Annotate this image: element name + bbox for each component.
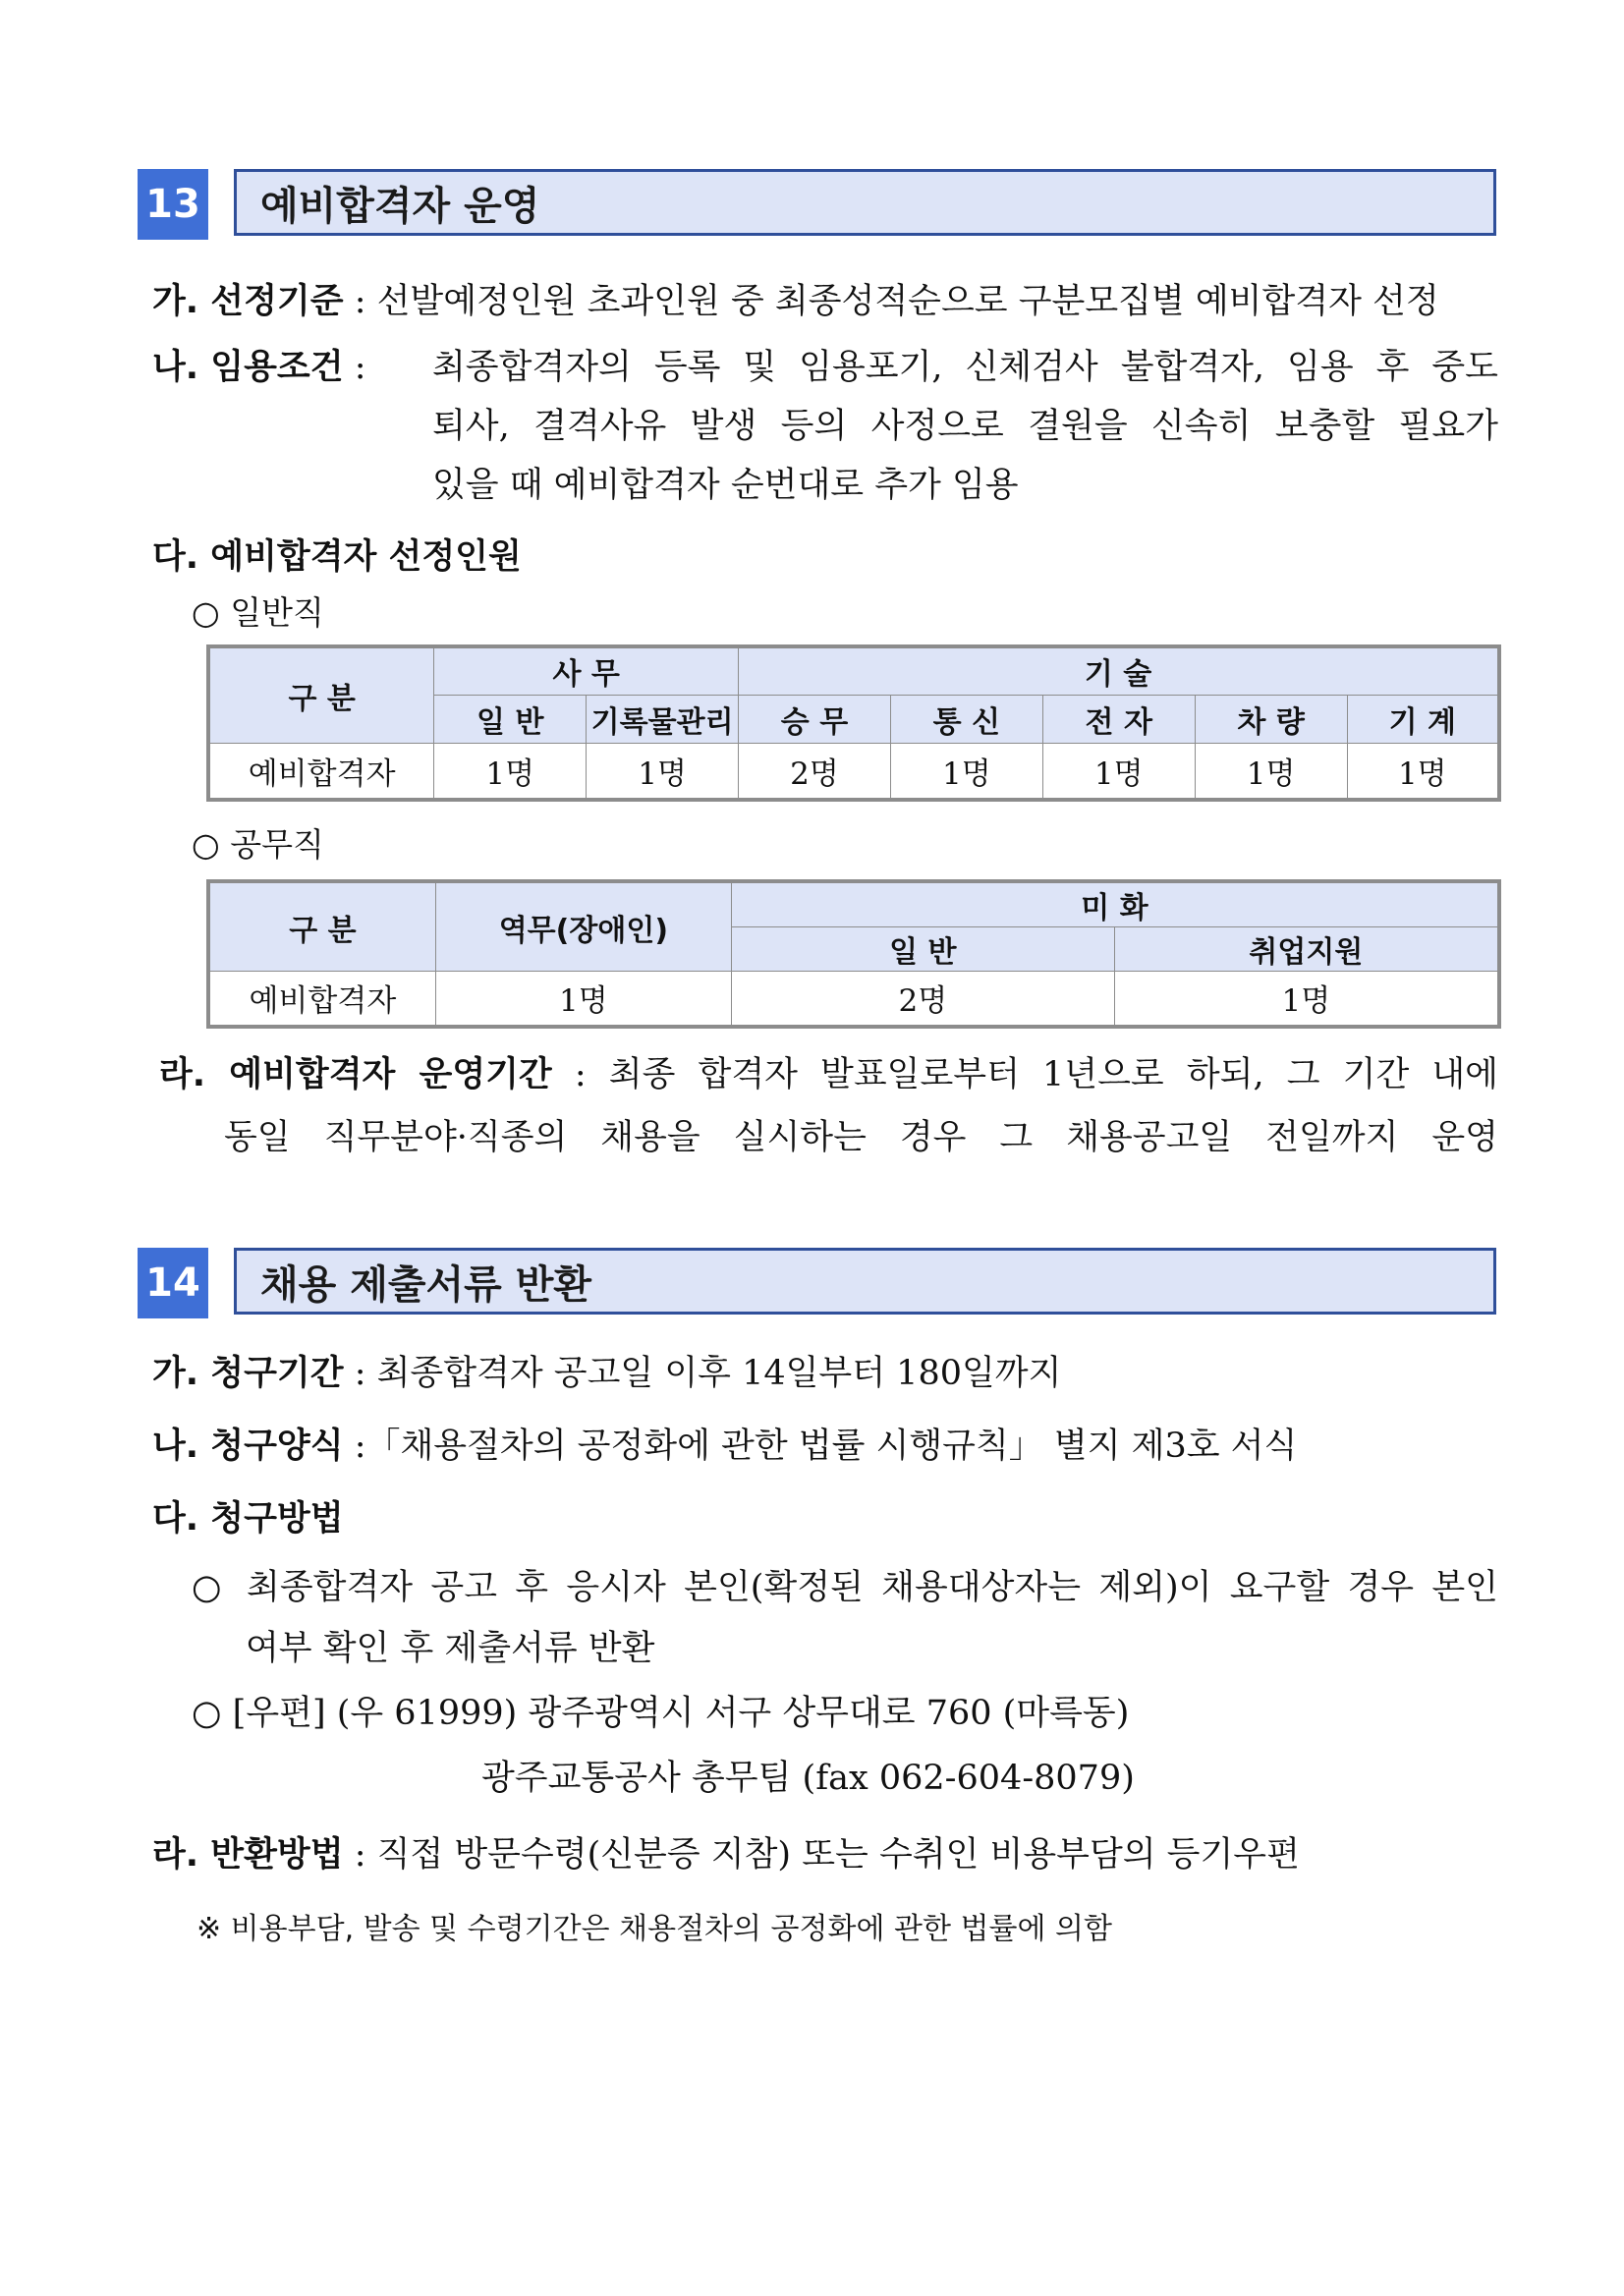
section-title: 예비합격자 운영 [234,169,1496,236]
period-line-1: 라. 예비합격자 운영기간 : 최종 합격자 발표일로부터 1년으로 하되, 그 기간 내에 [159,1055,1498,1094]
row-label: 예비합격자 [208,972,435,1027]
footnote: ※ 비용부담, 발송 및 수령기간은 채용절차의 공정화에 관한 법률에 의함 [196,1912,1112,1946]
method-item-1-line-2: 여부 확인 후 제출서류 반환 [246,1629,655,1668]
column-header: 승 무 [739,695,891,743]
return-method-label: 라. 반환방법 [152,1835,344,1875]
method-item-2-line-2: 광주교통공사 총무팀 (fax 062-604-8079) [481,1759,1135,1798]
group-tech-header: 기 술 [739,646,1499,695]
general-reserve-table [206,644,1501,802]
table-cell: 2명 [731,972,1114,1027]
division-header: 구 분 [208,646,434,744]
table-cell: 1명 [435,972,731,1027]
condition-label-line: 나. 임용조건 : [152,348,366,387]
column-header: 차 량 [1195,695,1347,743]
column-header: 통 신 [890,695,1042,743]
request-period-text: 최종합격자 공고일 이후 14일부터 180일까지 [376,1354,1062,1393]
column-header: 기록물관리 [587,695,739,743]
table-cell: 1명 [1042,744,1195,801]
request-form-text: 「채용절차의 공정화에 관한 법률 시행규칙」 별지 제3호 서식 [365,1427,1298,1466]
column-header: 기 계 [1347,695,1499,743]
table-cell: 1명 [434,744,587,801]
request-form-line: 나. 청구양식 :「채용절차의 공정화에 관한 법률 시행규칙」 별지 제3호 서식 [152,1427,1298,1466]
period-label: 라. 예비합격자 운영기간 [159,1055,552,1094]
condition-text-1: 최종합격자의 등록 및 임용포기, 신체검사 불합격자, 임용 후 중도 [432,348,1498,387]
table-cell: 1명 [587,744,739,801]
condition-text-2: 퇴사, 결격사유 발생 등의 사정으로 결원을 신속히 보충할 필요가 [432,407,1498,446]
request-period-line: 가. 청구기간 : 최종합격자 공고일 이후 14일부터 180일까지 [152,1354,1062,1393]
table-cell: 1명 [890,744,1042,801]
public-reserve-table [206,879,1501,1029]
table-row [208,972,1499,1027]
section-number: 13 [138,169,208,240]
row-label: 예비합격자 [208,744,434,801]
section-13-header [138,169,1498,240]
cleaning-group-header: 미 화 [731,881,1499,927]
request-form-label: 나. 청구양식 [152,1427,344,1466]
section-title: 채용 제출서류 반환 [234,1248,1496,1315]
group-office-header: 사 무 [434,646,739,695]
method-item-2-line-1: ○ [우편] (우 61999) 광주광역시 서구 상무대로 760 (마륵동) [192,1694,1130,1733]
request-method-heading: 다. 청구방법 [152,1499,344,1539]
period-line-2: 동일 직무분야·직종의 채용을 실시하는 경우 그 채용공고일 전일까지 운영 [224,1118,1498,1157]
criteria-label: 가. 선정기준 [152,282,344,321]
section-14-header [138,1248,1498,1318]
general-job-label: ○ 일반직 [192,593,324,632]
column-header: 전 자 [1042,695,1195,743]
table-cell: 2명 [739,744,891,801]
request-period-label: 가. 청구기간 [152,1354,344,1393]
section-number: 14 [138,1248,208,1318]
method-item-1-line-1: ○ 최종합격자 공고 후 응시자 본인(확정된 채용대상자는 제외)이 요구할 경우 본인 [192,1568,1498,1607]
public-job-label: ○ 공무직 [192,825,324,864]
return-method-line: 라. 반환방법 : 직접 방문수령(신분증 지참) 또는 수취인 비용부담의 등기우편 [152,1835,1300,1875]
table-cell: 1명 [1114,972,1499,1027]
period-text: 최종 합격자 발표일로부터 1년으로 하되, 그 기간 내에 [608,1055,1498,1094]
criteria-line: 가. 선정기준 : 선발예정인원 초과인원 중 최종성적순으로 구분모집별 예비합격자 선정 [152,282,1439,321]
condition-text-3: 있을 때 예비합격자 순번대로 추가 임용 [432,466,1019,505]
condition-label: 나. 임용조건 [152,348,344,387]
table-row [208,744,1499,801]
duty-header: 역무(장애인) [435,881,731,972]
table-cell: 1명 [1195,744,1347,801]
column-header: 일 반 [434,695,587,743]
selection-heading: 다. 예비합격자 선정인원 [152,537,522,577]
column-header: 일 반 [731,927,1114,972]
criteria-text: 선발예정인원 초과인원 중 최종성적순으로 구분모집별 예비합격자 선정 [376,282,1439,321]
column-header: 취업지원 [1114,927,1499,972]
division-header: 구 분 [208,881,435,972]
return-method-text: 직접 방문수령(신분증 지참) 또는 수취인 비용부담의 등기우편 [376,1835,1300,1875]
table-cell: 1명 [1347,744,1499,801]
